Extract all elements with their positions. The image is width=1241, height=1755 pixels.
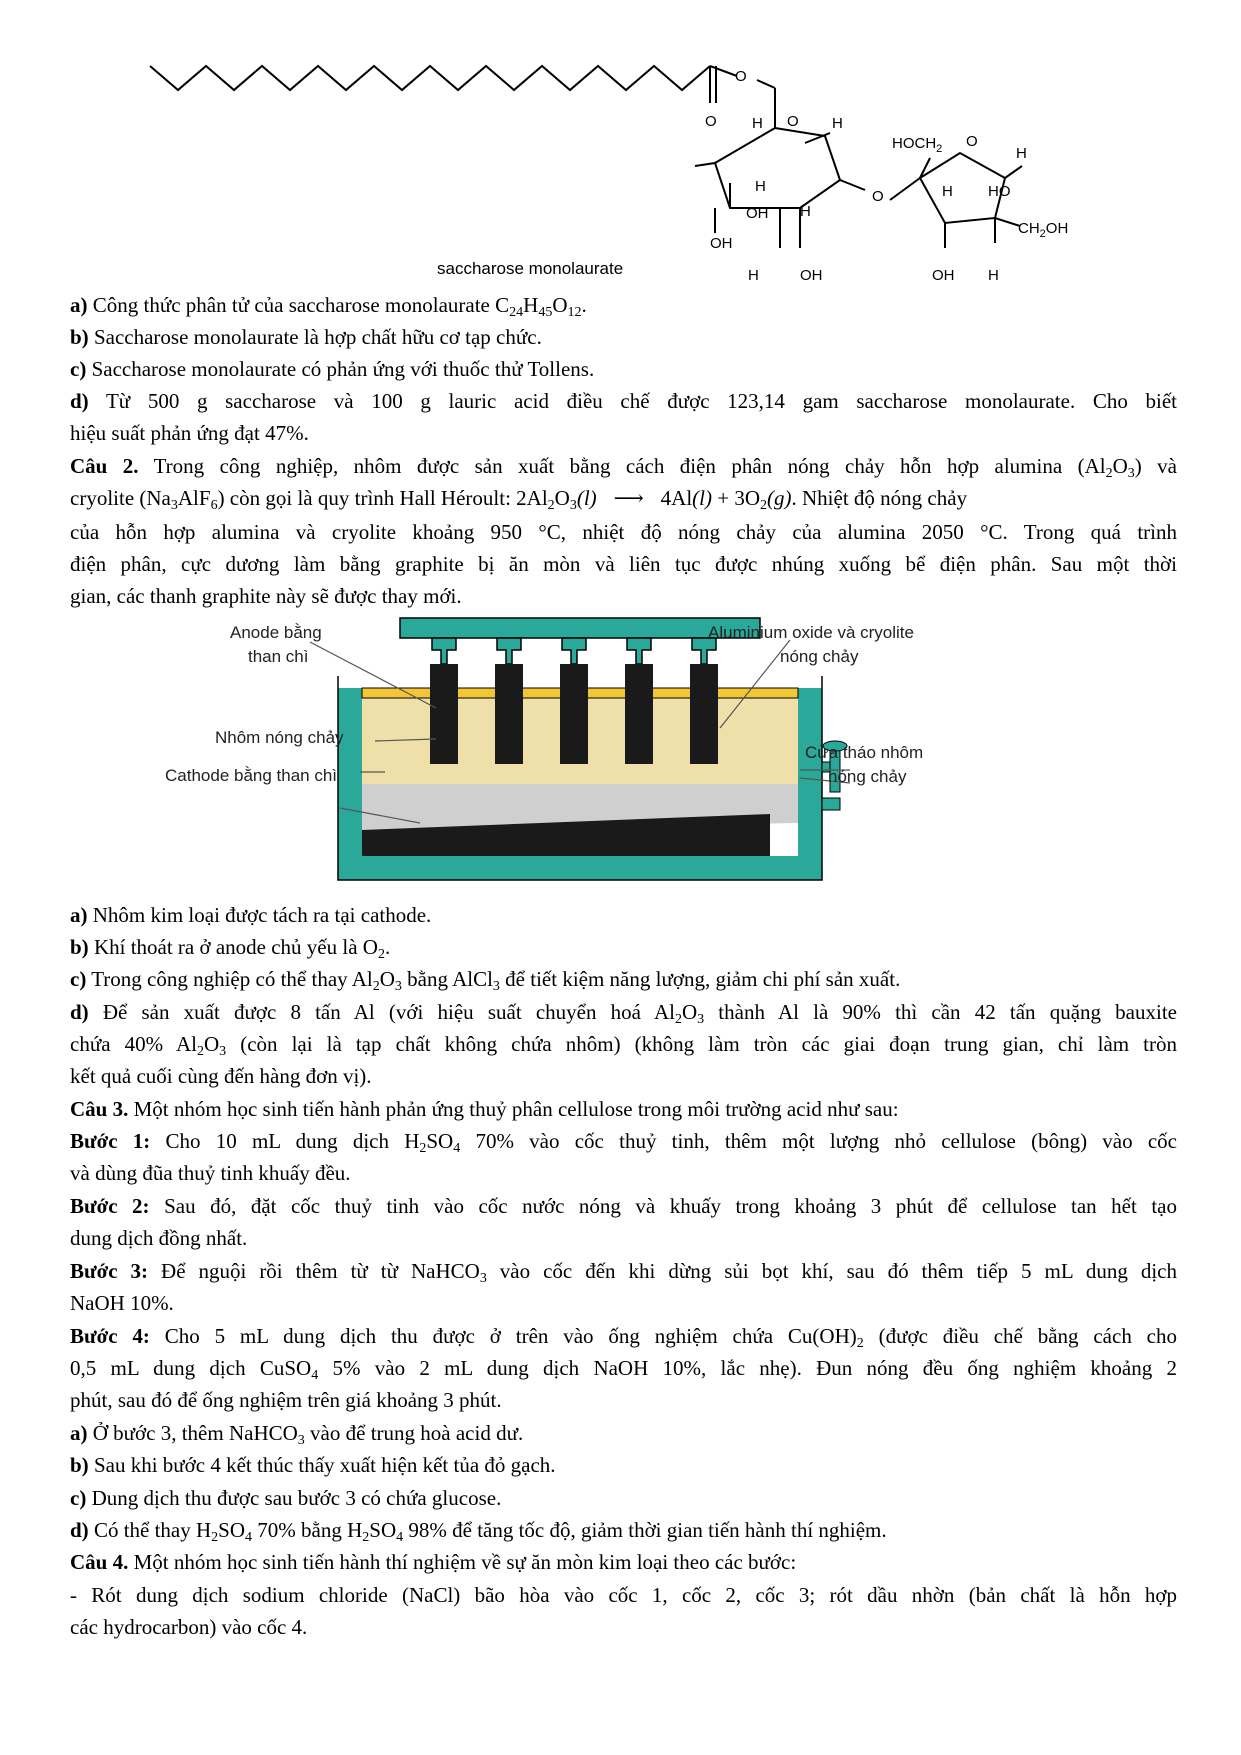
atom-o-carbonyl: O — [705, 113, 717, 130]
atom-ch2oh: $CH_2OH$ — [1018, 220, 1069, 240]
q2-option-c: c) Trong công nghiệp có thể thay $Al_2O_3$ bằng AlCl$_3$ để tiết kiệm năng lượng, giảm chi phí sản xuất. — [70, 967, 901, 994]
q1-option-d-cont: hiệu suất phản ứng đạt 47%. — [70, 421, 309, 445]
q4-line2: các hydrocarbon) vào cốc 4. — [70, 1615, 308, 1639]
q2-stem-line1: Câu 2. Trong công nghiệp, nhôm được sản xuất bằng cách điện phân nóng chảy hỗn hợp alumina $(Al_2O_3)$ và — [70, 454, 1177, 481]
q3-option-b: b) Sau khi bước 4 kết thúc thấy xuất hiện kết tủa đỏ gạch. — [70, 1453, 556, 1477]
label-tap-2: nóng chảy — [828, 767, 907, 786]
label-anode-2: than chì — [248, 647, 309, 666]
laurate-chain — [150, 66, 710, 90]
q2-option-d-line2: chứa 40% $Al_2O_3$ (còn lại là tạp chất không chứa nhôm) (không làm tròn các giai đoạn trung gian, chỉ làm tròn — [70, 1032, 1178, 1059]
figure1-caption: saccharose monolaurate — [437, 259, 624, 278]
q2-stem-line5: gian, các thanh graphite này sẽ được thay mới. — [70, 584, 462, 608]
atom-h: H — [1016, 145, 1027, 162]
atom-o-link: O — [872, 188, 884, 205]
q4-line1: - Rót dung dịch sodium chloride (NaCl) bão hòa vào cốc 1, cốc 2, cốc 3; rót dầu nhờn (bản chất là hỗn hợp — [70, 1583, 1177, 1607]
q3-step2: Bước 2: Sau đó, đặt cốc thuỷ tinh vào cốc nước nóng và khuấy trong khoảng 3 phút để cellulose tan hết tạo — [70, 1194, 1177, 1218]
atom-h: H — [748, 267, 759, 284]
q3-step4-line3: phút, sau đó để ống nghiệm trên giá khoảng 3 phút. — [70, 1388, 502, 1412]
q3-step4-line2: 0,5 mL dung dịch CuSO$_4$ 5% vào 2 mL dung dịch NaOH 10%, lắc nhẹ). Đun nóng đều ống nghiệm khoảng 2 — [70, 1356, 1178, 1383]
atom-ho: HO — [988, 183, 1011, 200]
q3-stem: Câu 3. Một nhóm học sinh tiến hành phản ứng thuỷ phân cellulose trong môi trường acid như sau: — [70, 1097, 899, 1121]
q3-option-a: a) Ở bước 3, thêm NaHCO$_3$ vào để trung hoà acid dư. — [70, 1421, 524, 1448]
q4-stem: Câu 4. Một nhóm học sinh tiến hành thí nghiệm về sự ăn mòn kim loại theo các bước: — [70, 1550, 797, 1574]
atom-h: H — [755, 178, 766, 195]
atom-oh: OH — [710, 235, 733, 252]
q3-step2-cont: dung dịch đồng nhất. — [70, 1226, 248, 1250]
q2-option-a: a) Nhôm kim loại được tách ra tại cathode. — [70, 903, 432, 927]
label-tap-1: Cửa tháo nhôm — [805, 743, 924, 762]
atom-o-ester: O — [735, 68, 747, 85]
q2-stem-line2: cryolite $(Na_3AlF_6)$ còn gọi là quy trình Hall Héroult: $2Al_2O_3(l)$ ⟶ $4Al(l) + 3O_2(g)$. Nhiệt độ nóng chảy — [70, 483, 1177, 513]
atom-h: H — [942, 183, 953, 200]
q1-option-d: d) Từ 500 g saccharose và 100 g lauric acid điều chế được 123,14 gam saccharose monolaurate. Cho biết — [70, 389, 1177, 413]
q2-option-b: b) Khí thoát ra ở anode chủ yếu là $O_2$. — [70, 935, 391, 962]
atom-oh: OH — [746, 205, 769, 222]
label-melt-1: Aluminium oxide và cryolite — [708, 623, 914, 642]
saccharose-monolaurate-structure — [150, 48, 1069, 310]
atom-oh: OH — [932, 267, 955, 284]
q3-step1: Bước 1: Cho 10 mL dung dịch $H_2SO_4$ 70% vào cốc thuỷ tinh, thêm một lượng nhỏ cellulose (bông) vào cốc — [70, 1129, 1177, 1156]
atom-h: H — [988, 267, 999, 284]
label-melt-2: nóng chảy — [780, 647, 859, 666]
label-aluminium: Nhôm nóng chảy — [215, 728, 344, 747]
bus-bar — [400, 618, 760, 638]
q3-step4: Bước 4: Cho 5 mL dung dịch thu được ở trên vào ống nghiệm chứa $Cu(OH)_2$ (được điều chế bằng cách cho — [70, 1324, 1177, 1351]
q3-option-c: c) Dung dịch thu được sau bước 3 có chứa glucose. — [70, 1486, 502, 1510]
atom-hoch2: $HOCH_2$ — [892, 135, 943, 155]
label-cathode: Cathode bằng than chì — [165, 766, 338, 785]
atom-h: H — [800, 203, 811, 220]
atom-h: H — [752, 115, 763, 132]
q2-stem-line4: điện phân, cực dương làm bằng graphite bị ăn mòn và liên tục được nhúng xuống bể điện phân. Sau một thời — [70, 552, 1177, 576]
glucose-ring — [715, 128, 840, 208]
q2-stem-line3: của hỗn hợp alumina và cryolite khoảng 950 °C, nhiệt độ nóng chảy của alumina 2050 °C. Trong quá trình — [70, 520, 1177, 544]
q2-option-d: d) Để sản xuất được 8 tấn Al (với hiệu suất chuyển hoá $Al_2O_3$ thành Al là 90% thì cần 42 tấn quặng bauxite — [70, 1000, 1177, 1027]
atom-h: H — [832, 115, 843, 132]
label-anode-1: Anode bằng — [230, 623, 322, 642]
hall-heroult-cell-diagram — [160, 618, 1080, 894]
reaction-arrow: ⟶ — [613, 486, 644, 510]
q2-option-d-line3: kết quả cuối cùng đến hàng đơn vị). — [70, 1064, 372, 1088]
anode-connectors — [432, 638, 716, 664]
q1-option-c: c) Saccharose monolaurate có phản ứng với thuốc thử Tollens. — [70, 357, 595, 381]
atom-o-ring2: O — [966, 133, 978, 150]
atom-o-ring1: O — [787, 113, 799, 130]
q3-step3-cont: NaOH 10%. — [70, 1291, 174, 1315]
q3-option-d: d) Có thể thay $H_2SO_4$ 70% bằng $H_2SO_4$ 98% để tăng tốc độ, giảm thời gian tiến hành thí nghiệm. — [70, 1518, 887, 1545]
q1-option-a: a) Công thức phân tử của saccharose monolaurate $C_{24}H_{45}O_{12}$. — [70, 293, 587, 320]
atom-oh: OH — [800, 267, 823, 284]
q1-option-b: b) Saccharose monolaurate là hợp chất hữu cơ tạp chức. — [70, 325, 542, 349]
q3-step3: Bước 3: Để nguội rồi thêm từ từ NaHCO$_3$ vào cốc đến khi dừng sủi bọt khí, sau đó thêm tiếp 5 mL dung dịch — [70, 1259, 1177, 1286]
q3-step1-cont: và dùng đũa thuỷ tinh khuấy đều. — [70, 1161, 351, 1185]
